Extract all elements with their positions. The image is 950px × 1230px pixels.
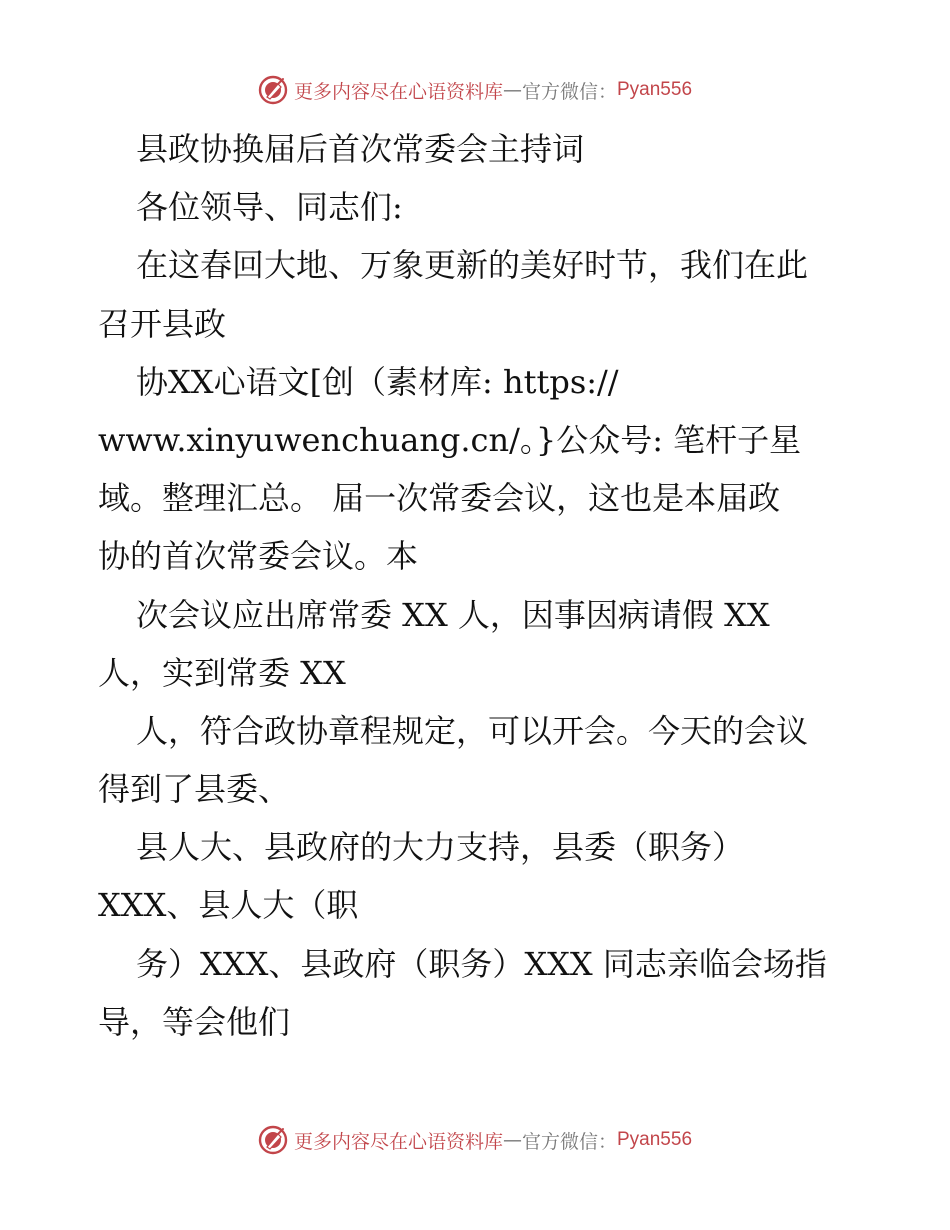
- banner-wechat-id: Pyan556: [617, 1129, 693, 1150]
- paragraph-line: 得到了县委、: [98, 770, 291, 809]
- pen-circle-logo-icon: [258, 1125, 288, 1155]
- header-banner[interactable]: [0, 72, 950, 108]
- paragraph-line: 导，等会他们: [98, 1002, 291, 1041]
- paragraph-line: 协的首次常委会议。本: [98, 537, 419, 576]
- paragraph-line: XXX、县人大（职: [98, 886, 359, 925]
- paragraph-line: 协XX心语文[创（素材库: https://: [136, 362, 619, 401]
- paragraph-line: 召开县政: [98, 304, 227, 343]
- banner-suffix: 官方微信：: [521, 80, 617, 103]
- footer-banner[interactable]: [0, 1122, 950, 1158]
- paragraph-line: 县人大、县政府的大力支持，县委（职务）: [136, 828, 745, 867]
- salutation: 各位领导、同志们:: [136, 188, 403, 227]
- paragraph-line: 次会议应出席常委 XX 人，因事因病请假 XX: [136, 595, 770, 634]
- paragraph-line: 在这春回大地、万象更新的美好时节，我们在此: [136, 246, 809, 285]
- paragraph-line: 人，实到常委 XX: [98, 653, 346, 692]
- banner-suffix: 官方微信：: [521, 1130, 617, 1153]
- banner-text: 更多内容尽在心语资料库: [293, 80, 503, 103]
- paragraph-line: 人，符合政协章程规定，可以开会。今天的会议: [136, 711, 809, 750]
- document-title: 县政协换届后首次常委会主持词: [136, 130, 585, 168]
- banner-separator: —: [502, 1129, 522, 1151]
- paragraph-line: www.xinyuwenchuang.cn/。}公众号: 笔杆子星: [98, 420, 802, 459]
- document-body: [98, 120, 878, 1051]
- paragraph-line: 务）XXX、县政府（职务）XXX 同志亲临会场指: [136, 944, 827, 983]
- banner-separator: —: [502, 79, 522, 101]
- paragraph-line: 域。整理汇总。 届一次常委会议，这也是本届政: [98, 479, 781, 518]
- pen-circle-logo-icon: [258, 75, 288, 105]
- banner-wechat-id: Pyan556: [617, 79, 693, 100]
- banner-text: 更多内容尽在心语资料库: [293, 1130, 503, 1153]
